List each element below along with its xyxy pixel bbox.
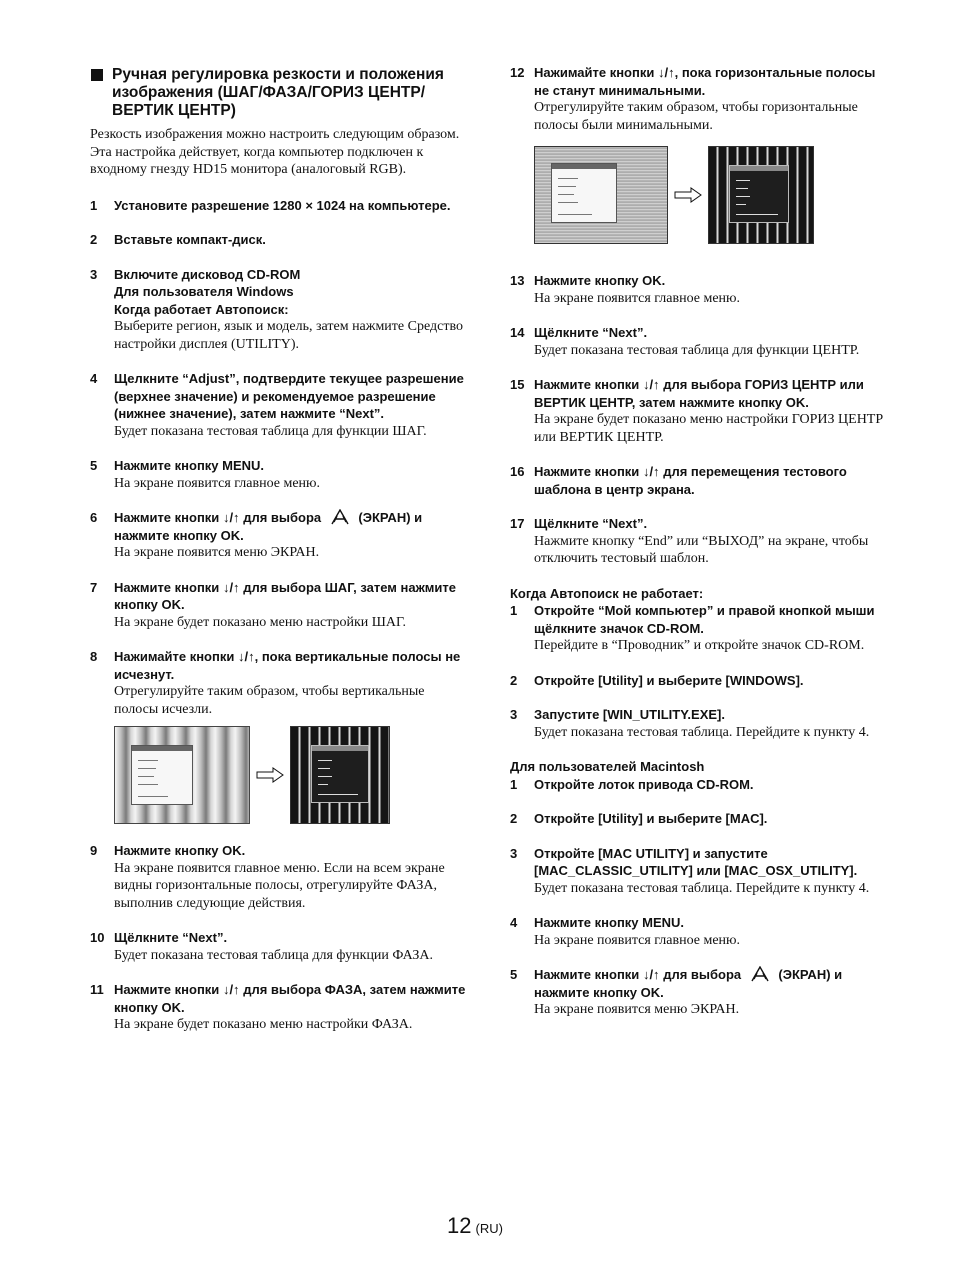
step-number: 16 xyxy=(510,464,525,479)
arrow-right-icon xyxy=(674,187,702,203)
section-title-text: Ручная регулировка резкости и положения изображения (ШАГ/ФАЗА/ГОРИЗ ЦЕНТР/ВЕРТИК ЦЕНТР) xyxy=(112,66,444,119)
down-up-arrows-icon: ↓/↑ xyxy=(642,377,660,392)
step-heading: Нажмите кнопку MENU. xyxy=(114,458,265,473)
autopoisk-step-3 xyxy=(510,706,890,741)
step-heading: Нажмите кнопку OK. xyxy=(114,843,246,858)
right-column xyxy=(510,64,890,1036)
mac-heading: Для пользователей Macintosh xyxy=(510,759,705,774)
down-up-arrows-icon: ↓/↑ xyxy=(237,649,255,664)
step-heading: Откройте [Utility] и выберите [MAC]. xyxy=(534,811,768,826)
step-number: 5 xyxy=(510,967,518,982)
left-column xyxy=(90,60,470,1051)
step-heading: Откройте лоток привода CD-ROM. xyxy=(534,776,754,792)
step-number: 2 xyxy=(510,672,518,688)
step-heading: Включите дисковод CD-ROM xyxy=(114,266,301,282)
step-6 xyxy=(90,509,470,562)
before-screen-vertical-stripes xyxy=(114,726,250,824)
step-subheading: Когда работает Автопоиск: xyxy=(114,301,289,317)
step-heading: Нажмите кнопки ↓/↑ для выбора ФАЗА, затем нажмите кнопку OK. xyxy=(114,982,466,1015)
step-7 xyxy=(90,579,470,632)
autopoisk-heading: Когда Автопоиск не работает: xyxy=(510,585,704,601)
menu-window xyxy=(131,745,193,805)
screen-menu-icon xyxy=(749,966,771,982)
step-number: 14 xyxy=(510,325,525,340)
step-number: 6 xyxy=(90,510,98,525)
step-number: 12 xyxy=(510,65,525,80)
step-text: Перейдите в “Проводник” и откройте значок CD-ROM. xyxy=(534,638,865,653)
step-text: На экране появится главное меню. xyxy=(534,932,741,948)
mac-step-4 xyxy=(510,914,890,949)
step-heading: Запустите [WIN_UTILITY.EXE]. xyxy=(534,707,725,722)
step-heading: Нажмите кнопку MENU. xyxy=(534,915,685,930)
mac-step-1 xyxy=(510,776,890,794)
step-text: Будет показана тестовая таблица для функции ШАГ. xyxy=(114,423,427,439)
step-5 xyxy=(90,457,470,492)
step-subheading: Для пользователя Windows xyxy=(114,284,294,299)
page-number xyxy=(447,1213,503,1239)
step-4 xyxy=(90,370,470,440)
phase-illustration xyxy=(534,146,890,244)
step-heading: Нажимайте кнопки ↓/↑, пока вертикальные полосы не исчезнут. xyxy=(114,649,461,682)
menu-window xyxy=(311,745,369,803)
step-heading: Нажмите кнопки ↓/↑ для выбора (ЭКРАН) и нажмите кнопку OK. xyxy=(534,967,843,1000)
step-text: На экране появится меню ЭКРАН. xyxy=(114,545,320,560)
after-screen-vertical-stripes xyxy=(290,726,390,824)
after-screen-horizontal-lines xyxy=(708,146,814,244)
step-number: 9 xyxy=(90,843,98,858)
intro-paragraph: Резкость изображения можно настроить следующим образом. Эта настройка действует, когда компьютер подключен к входному гнезду HD15 монитора (аналоговый RGB). xyxy=(90,127,460,177)
menu-window xyxy=(729,165,789,223)
autopoisk-step-1 xyxy=(510,602,890,655)
arrow-right-icon xyxy=(256,767,284,783)
step-number: 17 xyxy=(510,516,525,531)
step-13 xyxy=(510,272,890,307)
step-heading: Щёлкните “Next”. xyxy=(534,516,648,531)
step-11 xyxy=(90,981,470,1034)
step-14 xyxy=(510,324,890,359)
bullet-square-icon xyxy=(91,69,103,81)
step-heading: Откройте “Мой компьютер” и правой кнопкой мыши щёлкните значок CD-ROM. xyxy=(534,603,875,636)
step-15 xyxy=(510,376,890,446)
step-text: На экране появится главное меню. xyxy=(534,290,741,306)
step-number: 4 xyxy=(90,371,98,386)
step-number: 8 xyxy=(90,649,98,664)
step-number: 1 xyxy=(90,197,98,213)
step-number: 1 xyxy=(510,603,518,618)
step-10 xyxy=(90,929,470,964)
step-text: Будет показана тестовая таблица. Перейдите к пункту 4. xyxy=(534,880,870,896)
down-up-arrows-icon: ↓/↑ xyxy=(222,510,240,525)
step-3 xyxy=(90,266,470,354)
section-title xyxy=(90,66,470,120)
page-language: (RU) xyxy=(475,1221,503,1236)
step-text: На экране будет показано меню настройки ШАГ. xyxy=(114,614,407,630)
step-number: 7 xyxy=(90,579,98,595)
step-heading: Щёлкните “Next”. xyxy=(114,930,228,945)
before-screen-horizontal-lines xyxy=(534,146,668,244)
step-2 xyxy=(90,231,470,249)
pitch-illustration xyxy=(114,726,470,824)
step-text: На экране появится главное меню. xyxy=(114,475,321,491)
step-number: 10 xyxy=(90,930,105,945)
step-16 xyxy=(510,463,890,498)
down-up-arrows-icon: ↓/↑ xyxy=(642,464,660,479)
mac-step-5 xyxy=(510,966,890,1019)
step-text: Будет показана тестовая таблица для функции ФАЗА. xyxy=(114,947,433,963)
step-number: 13 xyxy=(510,273,525,288)
step-1 xyxy=(90,197,470,215)
step-heading: Нажмите кнопки ↓/↑ для выбора (ЭКРАН) и нажмите кнопку OK. xyxy=(114,510,423,543)
down-up-arrows-icon: ↓/↑ xyxy=(642,967,660,982)
step-heading: Щелкните “Adjust”, подтвердите текущее разрешение (верхнее значение) и рекомендуемое разрешение (нижнее значение), затем нажмите “Next”. xyxy=(114,371,464,421)
step-heading: Откройте [MAC UTILITY] и запустите [MAC_CLASSIC_UTILITY] или [MAC_OSX_UTILITY]. xyxy=(534,845,858,878)
step-number: 1 xyxy=(510,776,518,792)
mac-step-2 xyxy=(510,810,890,828)
autopoisk-step-2 xyxy=(510,672,890,690)
step-number: 15 xyxy=(510,377,525,392)
screen-menu-icon xyxy=(329,509,351,525)
step-heading: Нажмите кнопки ↓/↑ для выбора ШАГ, затем нажмите кнопку OK. xyxy=(114,579,456,612)
step-text: Будет показана тестовая таблица для функции ЦЕНТР. xyxy=(534,342,860,358)
step-text: На экране будет показано меню настройки ФАЗА. xyxy=(114,1017,413,1032)
menu-window xyxy=(551,163,617,223)
step-text: Отрегулируйте таким образом, чтобы горизонтальные полосы были минимальными. xyxy=(534,100,858,133)
step-text: Выберите регион, язык и модель, затем нажмите Средство настройки дисплея (UTILITY). xyxy=(114,319,463,352)
step-heading: Нажимайте кнопки ↓/↑, пока горизонтальные полосы не станут минимальными. xyxy=(534,65,876,98)
step-heading: Вставьте компакт-диск. xyxy=(114,232,266,247)
step-number: 11 xyxy=(90,982,104,997)
step-8 xyxy=(90,648,470,718)
step-heading: Нажмите кнопки ↓/↑ для перемещения тестового шаблона в центр экрана. xyxy=(534,464,847,497)
step-9 xyxy=(90,842,470,912)
step-number: 3 xyxy=(510,707,518,722)
step-text: Нажмите кнопку “End” или “ВЫХОД” на экране, чтобы отключить тестовый шаблон. xyxy=(534,533,869,566)
page-number-value: 12 xyxy=(447,1213,472,1238)
mac-step-3 xyxy=(510,845,890,898)
step-number: 4 xyxy=(510,915,518,930)
step-text: Отрегулируйте таким образом, чтобы вертикальные полосы исчезли. xyxy=(114,684,425,717)
down-up-arrows-icon: ↓/↑ xyxy=(222,579,240,595)
step-number: 3 xyxy=(90,266,98,282)
step-12 xyxy=(510,64,890,134)
step-text: На экране появится меню ЭКРАН. xyxy=(534,1002,740,1017)
step-text: Будет показана тестовая таблица. Перейдите к пункту 4. xyxy=(534,724,870,740)
step-heading: Щёлкните “Next”. xyxy=(534,325,648,340)
step-heading: Нажмите кнопки ↓/↑ для выбора ГОРИЗ ЦЕНТР или ВЕРТИК ЦЕНТР, затем нажмите кнопку OK. xyxy=(534,377,864,410)
step-text: На экране появится главное меню. Если на всем экране видны горизонтальные полосы, отрегулируйте ФАЗА, выполнив следующие действия. xyxy=(114,860,445,911)
step-number: 3 xyxy=(510,845,518,861)
step-17 xyxy=(510,515,890,568)
step-heading: Нажмите кнопку OK. xyxy=(534,273,666,288)
step-heading: Откройте [Utility] и выберите [WINDOWS]. xyxy=(534,672,804,688)
step-number: 5 xyxy=(90,458,98,473)
down-up-arrows-icon: ↓/↑ xyxy=(657,65,675,80)
down-up-arrows-icon: ↓/↑ xyxy=(222,982,240,997)
step-number: 2 xyxy=(90,232,98,247)
step-text: На экране будет показано меню настройки ГОРИЗ ЦЕНТР или ВЕРТИК ЦЕНТР. xyxy=(534,412,884,445)
step-heading: Установите разрешение 1280 × 1024 на компьютере. xyxy=(114,197,451,213)
step-number: 2 xyxy=(510,811,518,826)
